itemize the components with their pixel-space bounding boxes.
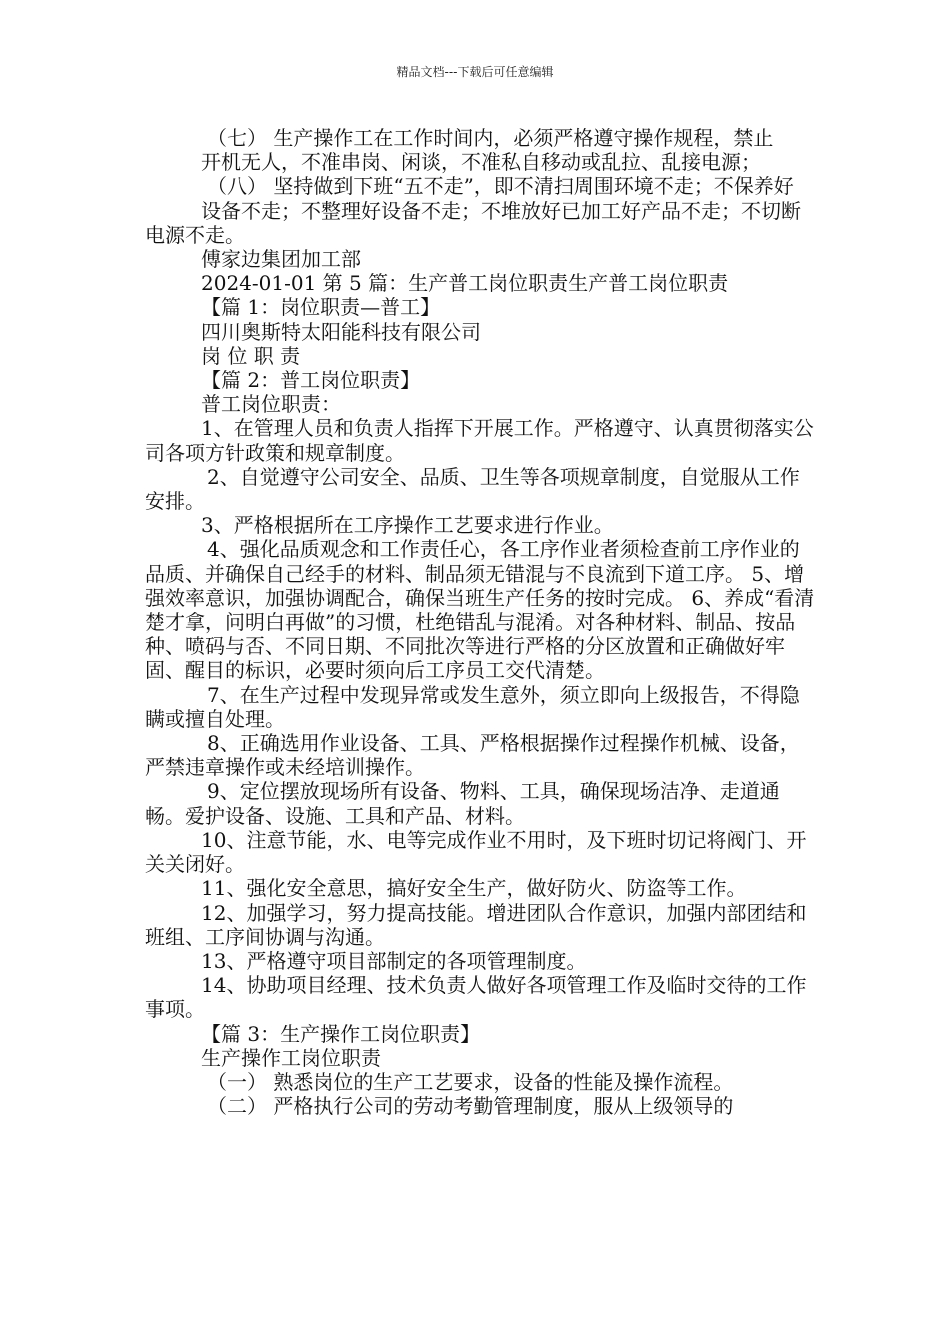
paragraph: 12、加强学习，努力提高技能。增进团队合作意识，加强内部团结和班组、工序间协调与沟通。 <box>145 900 807 949</box>
paragraph: 7、在生产过程中发现异常或发生意外，须立即向上级报告，不得隐瞒或擅自处理。 <box>145 682 800 731</box>
paragraph: 生产操作工岗位职责 <box>201 1045 381 1070</box>
paragraph: （二） 严格执行公司的劳动考勤管理制度，服从上级领导的 <box>207 1094 734 1119</box>
paragraph: 13、严格遵守项目部制定的各项管理制度。 <box>201 948 587 973</box>
paragraph: 2024-01-01 第 5 篇：生产普工岗位职责生产普工岗位职责 <box>201 271 729 296</box>
paragraph: 10、注意节能，水、电等完成作业不用时，及下班时切记将阀门、开关关闭好。 <box>145 827 807 877</box>
paragraph: 8、正确选用作业设备、工具、严格根据操作过程操作机械、设备，严禁违章操作或未经培训操作。 <box>145 731 800 780</box>
paragraph: 2、自觉遵守公司安全、品质、卫生等各项规章制度，自觉服从工作安排。 <box>145 464 800 514</box>
paragraph: 【篇 3：生产操作工岗位职责】 <box>201 1021 481 1046</box>
paragraph: 设备不走；不整理好设备不走；不堆放好已加工好产品不走；不切断电源不走。 <box>145 198 801 247</box>
paragraph: 开机无人，不准串岗、闲谈，不准私自移动或乱拉、乱接电源； <box>201 150 761 175</box>
paragraph: 1、在管理人员和负责人指挥下开展工作。严格遵守、认真贯彻落实公司各项方针政策和规章制度。 <box>145 416 814 465</box>
paragraph: 14、协助项目经理、技术负责人做好各项管理工作及临时交待的工作事项。 <box>145 973 807 1022</box>
paragraph: 3、严格根据所在工序操作工艺要求进行作业。 <box>201 513 614 538</box>
paragraph: 普工岗位职责： <box>201 392 341 417</box>
paragraph: （七） 生产操作工在工作时间内，必须严格遵守操作规程，禁止 <box>207 126 774 150</box>
paragraph: 9、定位摆放现场所有设备、物料、工具，确保现场洁净、走道通畅。爱护设备、设施、工具和产品、材料。 <box>145 779 780 828</box>
paragraph: 4、强化品质观念和工作责任心，各工序作业者须检查前工序作业的品质、并确保自己经手的材料、制品须无错混与不良流到下道工序。 5、增强效率意识，加强协调配合，确保当班生产任务的按时完成。 6、养成“看清楚才拿，问明白再做”的习惯，杜绝错乱与混淆。对各种材料、制品、按品种、喷码与否、不同日期、不同批次等进行严格的分区放置和正确做好牢固、醒目的标识，必要时须向后工序员工交代清楚。 <box>145 537 815 683</box>
paragraph: 【篇 2：普工岗位职责】 <box>201 368 421 393</box>
paragraph: 11、强化安全意思，搞好安全生产，做好防火、防盗等工作。 <box>201 876 747 901</box>
paragraph: （一） 熟悉岗位的生产工艺要求，设备的性能及操作流程。 <box>207 1069 734 1094</box>
page-header: 精品文档---下载后可任意编辑 <box>396 65 554 79</box>
paragraph: 【篇 1：岗位职责—普工】 <box>201 295 441 320</box>
paragraph: 岗 位 职 责 <box>201 343 301 368</box>
paragraph: （八） 坚持做到下班“五不走”，即不清扫周围环境不走；不保养好 <box>207 174 794 199</box>
paragraph: 四川奥斯特太阳能科技有限公司 <box>201 319 481 344</box>
document-body <box>145 126 815 1118</box>
paragraph: 傅家边集团加工部 <box>201 247 361 272</box>
